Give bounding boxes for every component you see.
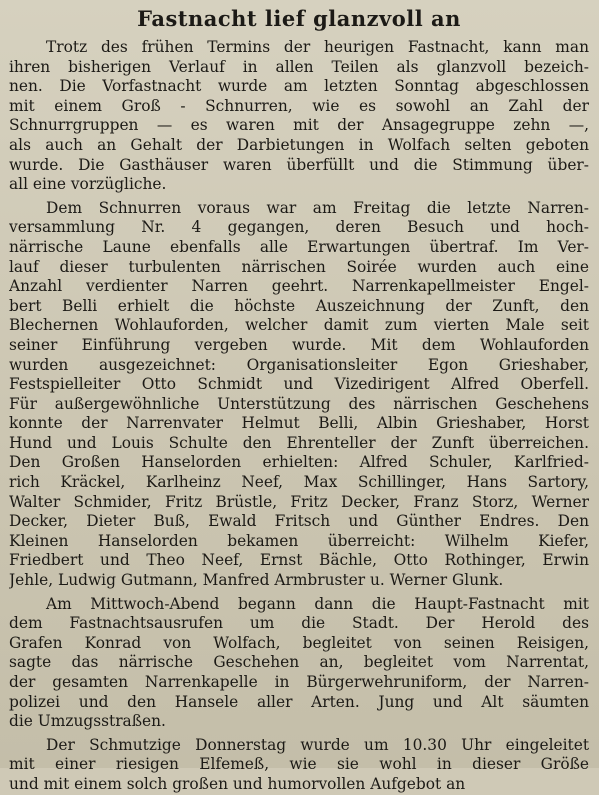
article-paragraph (9, 736, 589, 795)
text-line: rich Kräckel, Karlheinz Neef, Max Schillinger, Hans Sartory, (9, 473, 589, 492)
text-line: nen. Die Vorfastnacht wurde am letzten Sonntag abgeschlossen (9, 77, 589, 96)
text-line: Jehle, Ludwig Gutmann, Manfred Armbruster u. Werner Glunk. (9, 571, 504, 590)
text-line: versammlung Nr. 4 gegangen, deren Besuch und hoch- (9, 218, 589, 237)
text-line: närrische Laune ebenfalls alle Erwartungen übertraf. Im Ver- (9, 237, 589, 256)
text-line: Der Schmutzige Donnerstag wurde um 10.30 Uhr eingeleitet (46, 735, 589, 754)
text-line: mit einer riesigen Elfemeß, wie sie wohl in dieser Größe (9, 755, 589, 774)
text-line: und mit einem solch großen und humorvollen Aufgebot an (9, 774, 466, 793)
text-line: Hund und Louis Schulte den Ehrenteller der Zunft überreichen. (9, 433, 589, 452)
text-line: bert Belli erhielt die höchste Auszeichnung der Zunft, den (9, 296, 589, 315)
text-line: Den Großen Hanselorden erhielten: Alfred Schuler, Karlfried- (9, 453, 589, 472)
text-line: sagte das närrische Geschehen an, begleitet vom Narrentat, (9, 653, 589, 672)
article-paragraph (9, 595, 589, 732)
text-line: all eine vorzügliche. (9, 175, 167, 194)
text-line: Decker, Dieter Buß, Ewald Fritsch und Günther Endres. Den (9, 512, 589, 531)
text-line: Am Mittwoch-Abend begann dann die Haupt-Fastnacht mit (46, 594, 589, 613)
text-line: Schnurrgruppen — es waren mit der Ansagegruppe zehn —, (9, 116, 589, 135)
text-line: Blechernen Wohlauforden, welcher damit zum vierten Male seit (9, 316, 589, 335)
text-line: Friedbert und Theo Neef, Ernst Bächle, Otto Rothinger, Erwin (9, 551, 589, 570)
text-line: Für außergewöhnliche Unterstützung des närrischen Geschehens (9, 394, 589, 413)
text-line: Festspielleiter Otto Schmidt und Vizedirigent Alfred Oberfell. (9, 375, 589, 394)
text-line: Dem Schnurren voraus war am Freitag die letzte Narren- (46, 198, 589, 217)
text-line: als auch an Gehalt der Darbietungen in Wolfach selten geboten (9, 135, 589, 154)
article-body (9, 38, 589, 795)
text-line: wurde. Die Gasthäuser waren überfüllt und die Stimmung über- (9, 155, 589, 174)
text-line: mit einem Groß - Schnurren, wie es sowohl an Zahl der (9, 96, 589, 115)
text-line: seiner Einführung vergeben wurde. Mit dem Wohlauforden (9, 335, 589, 354)
article-paragraph (9, 199, 589, 591)
text-line: lauf dieser turbulenten närrischen Soirée wurden auch eine (9, 257, 589, 276)
article-headline: Fastnacht lief glanzvoll an (137, 6, 461, 31)
text-line: Kleinen Hanselorden bekamen überreicht: Wilhelm Kiefer, (9, 531, 589, 550)
text-line: Anzahl verdienter Narren geehrt. Narrenkapellmeister Engel- (9, 277, 589, 296)
article-paragraph (9, 38, 589, 195)
text-line: wurden ausgezeichnet: Organisationsleiter Egon Grieshaber, (9, 355, 589, 374)
text-line: polizei und den Hansele aller Arten. Jung und Alt säumten (9, 692, 589, 711)
text-line: der gesamten Narrenkapelle in Bürgerwehruniform, der Narren- (9, 673, 589, 691)
text-line: die Umzugsstraßen. (9, 712, 166, 731)
text-line: dem Fastnachtsausrufen um die Stadt. Der Herold des (9, 614, 589, 633)
text-line: Grafen Konrad von Wolfach, begleitet von seinen Reisigen, (9, 633, 589, 652)
text-line: Trotz des frühen Termins der heurigen Fastnacht, kann man (46, 38, 589, 56)
text-line: Walter Schmider, Fritz Brüstle, Fritz Decker, Franz Storz, Werner (9, 492, 589, 511)
text-line: ihren bisherigen Verlauf in allen Teilen als glanzvoll bezeich- (9, 57, 589, 76)
text-line: konnte der Narrenvater Helmut Belli, Albin Grieshaber, Horst (9, 414, 589, 433)
